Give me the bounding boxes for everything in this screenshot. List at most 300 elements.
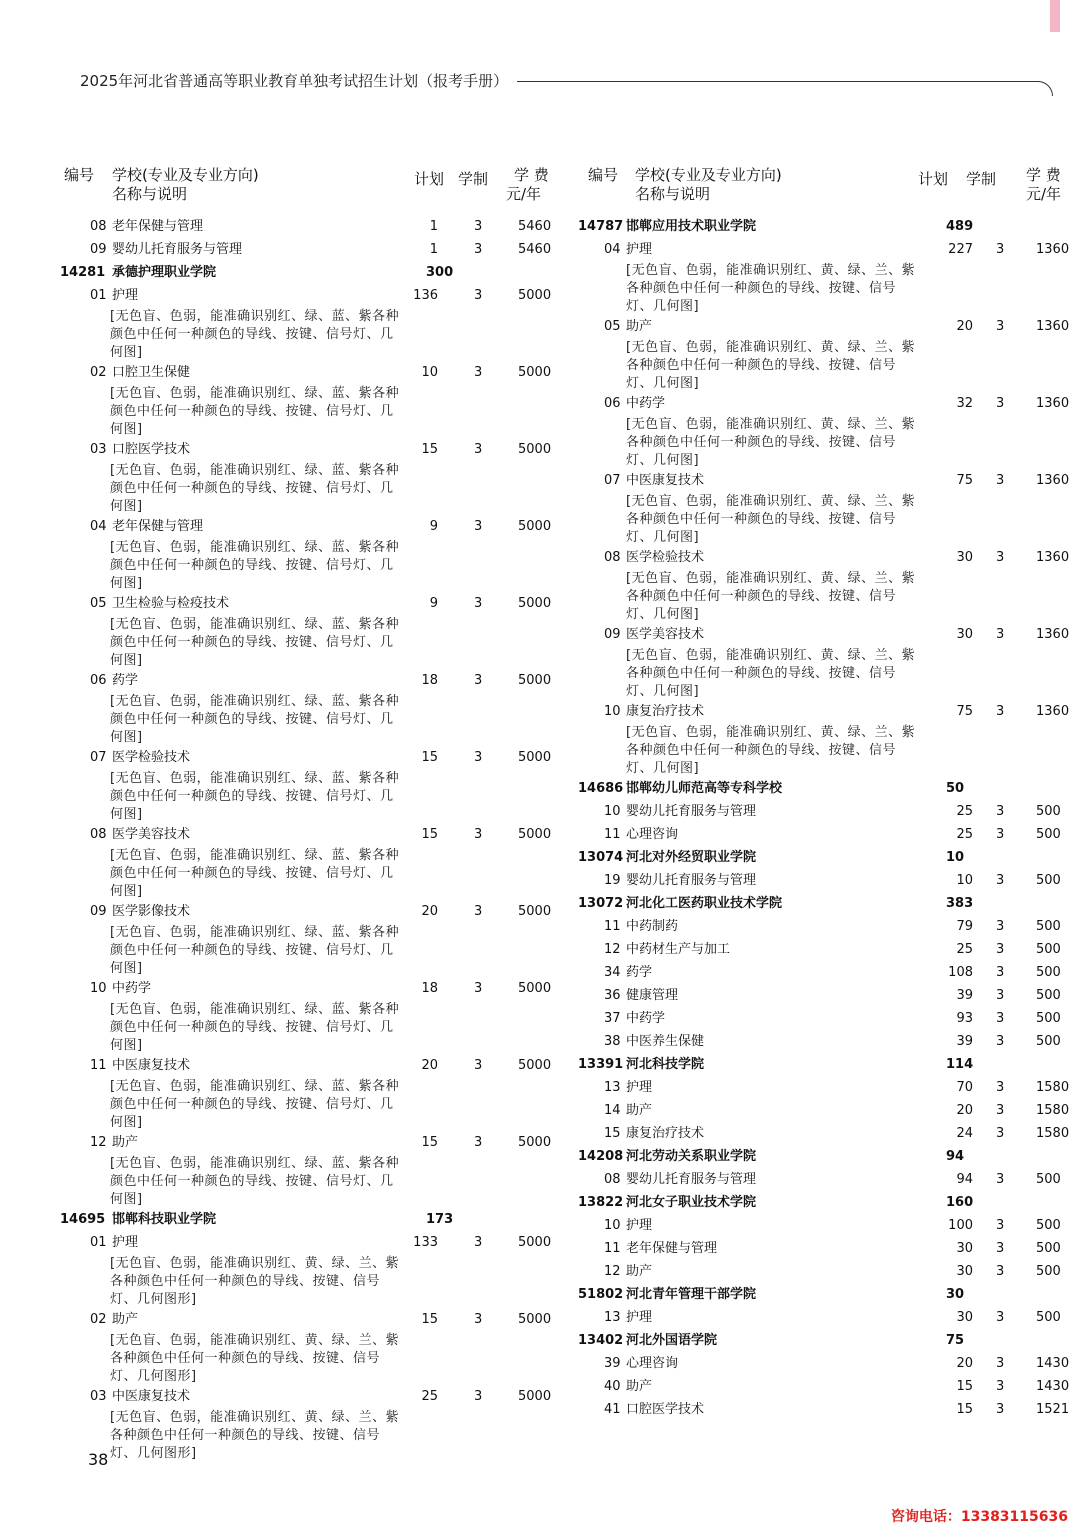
major-number: 10 <box>604 1218 621 1233</box>
school-row <box>578 778 1080 801</box>
school-plan-total: 173 <box>426 1212 454 1227</box>
major-row <box>60 362 560 385</box>
major-row <box>60 516 560 539</box>
major-plan: 15 <box>956 1402 973 1417</box>
major-name: 护理 <box>626 242 653 257</box>
major-fee: 1360 <box>1036 319 1070 334</box>
major-years: 3 <box>996 942 1005 957</box>
major-number: 12 <box>90 1135 107 1150</box>
header-code: 编号 <box>64 166 95 184</box>
major-fee: 1360 <box>1036 627 1070 642</box>
header-school: 学校(专业及专业方向) <box>635 166 782 184</box>
major-years: 3 <box>474 219 483 234</box>
major-fee: 1580 <box>1036 1103 1070 1118</box>
school-row <box>578 1330 1080 1353</box>
major-number: 13 <box>604 1080 621 1095</box>
school-name: 河北化工医药职业技术学院 <box>626 896 783 911</box>
major-row <box>578 1261 1080 1284</box>
major-number: 09 <box>90 904 107 919</box>
major-name: 婴幼儿托育服务与管理 <box>112 242 243 257</box>
major-plan: 15 <box>421 750 438 765</box>
major-row <box>578 916 1080 939</box>
major-fee: 5000 <box>518 519 552 534</box>
major-plan: 39 <box>956 988 973 1003</box>
major-fee: 500 <box>1036 1218 1061 1233</box>
major-plan: 20 <box>956 1103 973 1118</box>
major-fee: 5000 <box>518 904 552 919</box>
major-name: 婴幼儿托育服务与管理 <box>626 873 757 888</box>
major-row <box>60 901 560 924</box>
major-fee: 500 <box>1036 804 1061 819</box>
major-name: 老年保健与管理 <box>112 219 204 234</box>
school-code: 51802 <box>578 1287 624 1302</box>
major-row <box>578 1307 1080 1330</box>
major-plan: 15 <box>421 1312 438 1327</box>
major-row <box>578 316 1080 339</box>
major-number: 11 <box>604 1241 621 1256</box>
major-fee: 5000 <box>518 827 552 842</box>
major-row <box>578 701 1080 724</box>
major-number: 13 <box>604 1310 621 1325</box>
major-name: 健康管理 <box>626 988 679 1003</box>
major-years: 3 <box>996 965 1005 980</box>
major-plan: 94 <box>956 1172 973 1187</box>
major-name: 老年保健与管理 <box>626 1241 718 1256</box>
header-code: 编号 <box>588 166 619 184</box>
major-plan: 20 <box>421 904 438 919</box>
major-row <box>578 470 1080 493</box>
major-name: 心理咨询 <box>626 1356 679 1371</box>
requirement-note: [无色盲、色弱，能准确识别红、黄、绿、兰、紫各种颜色中任何一种颜色的导线、按键、信号灯、几何图] <box>626 494 916 545</box>
major-plan: 25 <box>956 804 973 819</box>
requirement-note: [无色盲、色弱，能准确识别红、绿、蓝、紫各种颜色中任何一种颜色的导线、按键、信号灯、几何图] <box>110 617 400 668</box>
major-number: 41 <box>604 1402 621 1417</box>
major-years: 3 <box>474 442 483 457</box>
major-row <box>578 624 1080 647</box>
major-years: 3 <box>996 1402 1005 1417</box>
school-code: 14281 <box>60 265 106 280</box>
major-row <box>60 439 560 462</box>
major-plan: 15 <box>421 1135 438 1150</box>
page-edge-marker <box>1050 0 1060 32</box>
major-years: 3 <box>474 904 483 919</box>
header-plan: 计划 <box>414 170 445 188</box>
major-name: 助产 <box>626 1379 653 1394</box>
major-row <box>60 239 560 262</box>
major-row <box>60 747 560 770</box>
major-plan: 15 <box>421 827 438 842</box>
major-name: 卫生检验与检疫技术 <box>112 596 230 611</box>
major-years: 3 <box>996 550 1005 565</box>
major-years: 3 <box>474 981 483 996</box>
major-number: 08 <box>90 219 107 234</box>
major-name: 老年保健与管理 <box>112 519 204 534</box>
major-years: 3 <box>474 519 483 534</box>
header-fee: 学 费 <box>1026 166 1061 184</box>
major-fee: 1430 <box>1036 1356 1070 1371</box>
major-number: 03 <box>90 1389 107 1404</box>
major-plan: 9 <box>429 519 438 534</box>
major-fee: 1360 <box>1036 704 1070 719</box>
major-number: 40 <box>604 1379 621 1394</box>
school-row <box>578 1284 1080 1307</box>
major-name: 助产 <box>626 1103 653 1118</box>
major-fee: 1360 <box>1036 550 1070 565</box>
contact-phone: 咨询电话：13383115636 <box>890 1509 1068 1525</box>
major-fee: 1360 <box>1036 396 1070 411</box>
header-years: 学制 <box>966 170 997 188</box>
page-header-title: 2025年河北省普通高等职业教育单独考试招生计划（报考手册） <box>80 72 509 90</box>
major-number: 01 <box>90 1235 107 1250</box>
school-code: 14787 <box>578 219 624 234</box>
major-years: 3 <box>996 1356 1005 1371</box>
major-row <box>578 801 1080 824</box>
requirement-note: [无色盲、色弱，能准确识别红、绿、蓝、紫各种颜色中任何一种颜色的导线、按键、信号灯、几何图] <box>110 463 400 514</box>
page-number: 38 <box>88 1450 109 1469</box>
major-number: 10 <box>604 804 621 819</box>
requirement-note: [无色盲、色弱，能准确识别红、绿、蓝、紫各种颜色中任何一种颜色的导线、按键、信号灯、几何图] <box>110 540 400 591</box>
school-plan-total: 30 <box>946 1287 965 1302</box>
school-plan-total: 114 <box>946 1057 974 1072</box>
major-plan: 20 <box>421 1058 438 1073</box>
requirement-note: [无色盲、色弱，能准确识别红、黄、绿、兰、紫各种颜色中任何一种颜色的导线、按键、信号灯、几何图] <box>626 725 916 776</box>
major-row <box>60 593 560 616</box>
major-number: 05 <box>604 319 621 334</box>
header-school: 学校(专业及专业方向) <box>112 166 259 184</box>
major-fee: 5460 <box>518 219 552 234</box>
requirement-note: [无色盲、色弱，能准确识别红、绿、蓝、紫各种颜色中任何一种颜色的导线、按键、信号灯、几何图] <box>110 1002 400 1053</box>
major-name: 助产 <box>112 1135 139 1150</box>
major-plan: 20 <box>956 319 973 334</box>
major-plan: 93 <box>956 1011 973 1026</box>
school-code: 13822 <box>578 1195 624 1210</box>
major-number: 08 <box>604 550 621 565</box>
major-number: 15 <box>604 1126 621 1141</box>
requirement-note: [无色盲、色弱，能准确识别红、绿、蓝、紫各种颜色中任何一种颜色的导线、按键、信号灯、几何图] <box>110 694 400 745</box>
major-years: 3 <box>474 673 483 688</box>
major-number: 09 <box>90 242 107 257</box>
major-fee: 5000 <box>518 981 552 996</box>
requirement-note: [无色盲、色弱，能准确识别红、绿、蓝、紫各种颜色中任何一种颜色的导线、按键、信号灯、几何图] <box>110 309 400 360</box>
major-number: 10 <box>90 981 107 996</box>
major-years: 3 <box>996 242 1005 257</box>
major-fee: 500 <box>1036 1011 1061 1026</box>
major-number: 06 <box>604 396 621 411</box>
major-name: 药学 <box>112 673 139 688</box>
major-plan: 25 <box>421 1389 438 1404</box>
school-row <box>578 1192 1080 1215</box>
major-fee: 500 <box>1036 919 1061 934</box>
major-plan: 10 <box>421 365 438 380</box>
major-fee: 5000 <box>518 365 552 380</box>
major-plan: 39 <box>956 1034 973 1049</box>
major-name: 婴幼儿托育服务与管理 <box>626 804 757 819</box>
major-years: 3 <box>996 1310 1005 1325</box>
major-row <box>578 1123 1080 1146</box>
major-fee: 1360 <box>1036 473 1070 488</box>
major-row <box>578 1353 1080 1376</box>
major-name: 医学美容技术 <box>112 827 191 842</box>
major-fee: 500 <box>1036 942 1061 957</box>
major-row <box>578 824 1080 847</box>
requirement-note: [无色盲、色弱，能准确识别红、黄、绿、兰、紫各种颜色中任何一种颜色的导线、按键、信号灯、几何图] <box>626 571 916 622</box>
major-name: 药学 <box>626 965 653 980</box>
major-years: 3 <box>474 750 483 765</box>
major-row <box>578 393 1080 416</box>
major-name: 助产 <box>112 1312 139 1327</box>
major-plan: 18 <box>421 673 438 688</box>
school-plan-total: 50 <box>946 781 965 796</box>
major-number: 12 <box>604 1264 621 1279</box>
school-plan-total: 383 <box>946 896 974 911</box>
major-plan: 32 <box>956 396 973 411</box>
major-years: 3 <box>996 1011 1005 1026</box>
school-name: 河北女子职业技术学院 <box>626 1195 757 1210</box>
school-row <box>578 847 1080 870</box>
major-fee: 500 <box>1036 1264 1061 1279</box>
major-number: 14 <box>604 1103 621 1118</box>
major-name: 护理 <box>626 1218 653 1233</box>
major-fee: 500 <box>1036 873 1061 888</box>
major-number: 36 <box>604 988 621 1003</box>
school-name: 邯郸幼儿师范高等专科学校 <box>626 781 783 796</box>
major-plan: 75 <box>956 473 973 488</box>
requirement-note: [无色盲、色弱，能准确识别红、绿、蓝、紫各种颜色中任何一种颜色的导线、按键、信号灯、几何图] <box>110 1156 400 1207</box>
school-row <box>60 1209 560 1232</box>
major-number: 09 <box>604 627 621 642</box>
major-plan: 136 <box>413 288 438 303</box>
major-row <box>60 216 560 239</box>
major-row <box>578 939 1080 962</box>
major-plan: 30 <box>956 1264 973 1279</box>
header-fee: 学 费 <box>514 166 549 184</box>
major-number: 37 <box>604 1011 621 1026</box>
major-years: 3 <box>996 827 1005 842</box>
major-years: 3 <box>996 1080 1005 1095</box>
requirement-note: [无色盲、色弱，能准确识别红、黄、绿、兰、紫各种颜色中任何一种颜色的导线、按键、信号灯、几何图] <box>626 263 916 314</box>
major-plan: 10 <box>956 873 973 888</box>
major-name: 心理咨询 <box>626 827 679 842</box>
major-fee: 1580 <box>1036 1080 1070 1095</box>
header-school-sub: 名称与说明 <box>112 185 188 203</box>
major-number: 02 <box>90 1312 107 1327</box>
major-fee: 1521 <box>1036 1402 1070 1417</box>
left-column <box>60 166 560 1463</box>
major-row <box>60 1309 560 1332</box>
major-fee: 500 <box>1036 1172 1061 1187</box>
requirement-note: [无色盲、色弱，能准确识别红、绿、蓝、紫各种颜色中任何一种颜色的导线、按键、信号灯、几何图] <box>110 771 400 822</box>
major-plan: 108 <box>948 965 973 980</box>
major-fee: 5000 <box>518 1389 552 1404</box>
right-column <box>578 166 1080 1422</box>
major-years: 3 <box>474 1135 483 1150</box>
school-code: 14686 <box>578 781 624 796</box>
header-plan: 计划 <box>918 170 949 188</box>
major-years: 3 <box>996 804 1005 819</box>
major-plan: 9 <box>429 596 438 611</box>
school-row <box>578 216 1080 239</box>
major-years: 3 <box>996 1379 1005 1394</box>
school-row <box>578 1146 1080 1169</box>
major-number: 19 <box>604 873 621 888</box>
major-years: 3 <box>996 873 1005 888</box>
major-name: 护理 <box>112 1235 139 1250</box>
major-name: 医学影像技术 <box>112 904 191 919</box>
major-fee: 5000 <box>518 1135 552 1150</box>
major-fee: 5000 <box>518 1235 552 1250</box>
major-years: 3 <box>474 1058 483 1073</box>
major-years: 3 <box>474 827 483 842</box>
requirement-note: [无色盲、色弱，能准确识别红、绿、蓝、紫各种颜色中任何一种颜色的导线、按键、信号灯、几何图] <box>110 848 400 899</box>
major-plan: 18 <box>421 981 438 996</box>
major-number: 04 <box>604 242 621 257</box>
school-name: 河北科技学院 <box>626 1057 705 1072</box>
major-years: 3 <box>996 919 1005 934</box>
major-plan: 15 <box>956 1379 973 1394</box>
school-name: 邯郸应用技术职业学院 <box>626 219 757 234</box>
major-years: 3 <box>996 1103 1005 1118</box>
major-plan: 100 <box>948 1218 973 1233</box>
major-name: 中医养生保健 <box>626 1034 705 1049</box>
school-plan-total: 10 <box>946 850 965 865</box>
major-name: 中药学 <box>112 981 152 996</box>
major-plan: 25 <box>956 827 973 842</box>
school-code: 13391 <box>578 1057 624 1072</box>
major-name: 中药制药 <box>626 919 679 934</box>
header-rule-curve <box>1018 81 1053 96</box>
major-name: 医学检验技术 <box>112 750 191 765</box>
major-fee: 500 <box>1036 827 1061 842</box>
major-years: 3 <box>996 396 1005 411</box>
school-name: 邯郸科技职业学院 <box>112 1212 217 1227</box>
major-plan: 30 <box>956 1241 973 1256</box>
requirement-note: [无色盲、色弱，能准确识别红、绿、蓝、紫各种颜色中任何一种颜色的导线、按键、信号灯、几何图] <box>110 386 400 437</box>
major-row <box>578 1399 1080 1422</box>
major-years: 3 <box>996 1264 1005 1279</box>
major-name: 助产 <box>626 1264 653 1279</box>
major-years: 3 <box>996 704 1005 719</box>
major-number: 08 <box>604 1172 621 1187</box>
major-fee: 5000 <box>518 750 552 765</box>
major-fee: 5000 <box>518 1312 552 1327</box>
header-rule <box>517 81 1022 82</box>
major-name: 中药学 <box>626 396 666 411</box>
major-years: 3 <box>474 242 483 257</box>
left-table-body <box>60 216 560 1463</box>
school-name: 河北对外经贸职业学院 <box>626 850 757 865</box>
major-fee: 500 <box>1036 1034 1061 1049</box>
major-name: 康复治疗技术 <box>626 704 705 719</box>
major-fee: 500 <box>1036 988 1061 1003</box>
school-name: 承德护理职业学院 <box>112 265 217 280</box>
major-name: 中医康复技术 <box>112 1058 191 1073</box>
major-fee: 5000 <box>518 673 552 688</box>
header-years: 学制 <box>458 170 489 188</box>
major-name: 护理 <box>626 1080 653 1095</box>
requirement-note: [无色盲、色弱，能准确识别红、黄、绿、兰、紫各种颜色中任何一种颜色的导线、按键、信号灯、几何图形] <box>110 1333 400 1384</box>
major-name: 康复治疗技术 <box>626 1126 705 1141</box>
major-row <box>60 1055 560 1078</box>
major-name: 医学检验技术 <box>626 550 705 565</box>
major-row <box>578 1215 1080 1238</box>
major-years: 3 <box>474 288 483 303</box>
school-plan-total: 94 <box>946 1149 965 1164</box>
school-plan-total: 489 <box>946 219 974 234</box>
requirement-note: [无色盲、色弱，能准确识别红、绿、蓝、紫各种颜色中任何一种颜色的导线、按键、信号灯、几何图] <box>110 925 400 976</box>
major-plan: 70 <box>956 1080 973 1095</box>
major-name: 护理 <box>112 288 139 303</box>
major-row <box>60 1232 560 1255</box>
major-row <box>60 1132 560 1155</box>
major-fee: 5000 <box>518 596 552 611</box>
major-years: 3 <box>996 1034 1005 1049</box>
major-years: 3 <box>996 1241 1005 1256</box>
major-row <box>578 1376 1080 1399</box>
major-years: 3 <box>474 596 483 611</box>
major-plan: 15 <box>421 442 438 457</box>
major-name: 中药材生产与加工 <box>626 942 731 957</box>
major-years: 3 <box>996 1126 1005 1141</box>
major-plan: 20 <box>956 1356 973 1371</box>
major-years: 3 <box>474 1312 483 1327</box>
major-row <box>578 1031 1080 1054</box>
school-plan-total: 75 <box>946 1333 965 1348</box>
major-row <box>60 670 560 693</box>
major-plan: 25 <box>956 942 973 957</box>
major-fee: 1580 <box>1036 1126 1070 1141</box>
major-number: 39 <box>604 1356 621 1371</box>
major-name: 医学美容技术 <box>626 627 705 642</box>
school-plan-total: 300 <box>426 265 454 280</box>
major-row <box>60 824 560 847</box>
major-row <box>578 870 1080 893</box>
major-number: 04 <box>90 519 107 534</box>
school-code: 13072 <box>578 896 624 911</box>
major-plan: 75 <box>956 704 973 719</box>
major-row <box>578 1169 1080 1192</box>
major-number: 06 <box>90 673 107 688</box>
school-code: 13402 <box>578 1333 624 1348</box>
major-years: 3 <box>996 1218 1005 1233</box>
major-plan: 30 <box>956 550 973 565</box>
major-row <box>578 1077 1080 1100</box>
table-header <box>60 166 560 216</box>
major-fee: 5000 <box>518 442 552 457</box>
major-row <box>578 239 1080 262</box>
major-row <box>60 285 560 308</box>
major-years: 3 <box>474 1235 483 1250</box>
school-name: 河北外国语学院 <box>626 1333 718 1348</box>
major-number: 07 <box>604 473 621 488</box>
major-name: 口腔医学技术 <box>626 1402 705 1417</box>
school-code: 14695 <box>60 1212 106 1227</box>
major-number: 02 <box>90 365 107 380</box>
school-plan-total: 160 <box>946 1195 974 1210</box>
major-years: 3 <box>474 365 483 380</box>
major-number: 38 <box>604 1034 621 1049</box>
header-fee-unit: 元/年 <box>506 185 542 203</box>
major-years: 3 <box>996 319 1005 334</box>
requirement-note: [无色盲、色弱，能准确识别红、黄、绿、兰、紫各种颜色中任何一种颜色的导线、按键、信号灯、几何图] <box>626 340 916 391</box>
major-fee: 500 <box>1036 965 1061 980</box>
major-name: 婴幼儿托育服务与管理 <box>626 1172 757 1187</box>
major-name: 中医康复技术 <box>112 1389 191 1404</box>
major-fee: 500 <box>1036 1241 1061 1256</box>
major-number: 05 <box>90 596 107 611</box>
major-number: 07 <box>90 750 107 765</box>
header-fee-unit: 元/年 <box>1026 185 1062 203</box>
major-fee: 5000 <box>518 1058 552 1073</box>
